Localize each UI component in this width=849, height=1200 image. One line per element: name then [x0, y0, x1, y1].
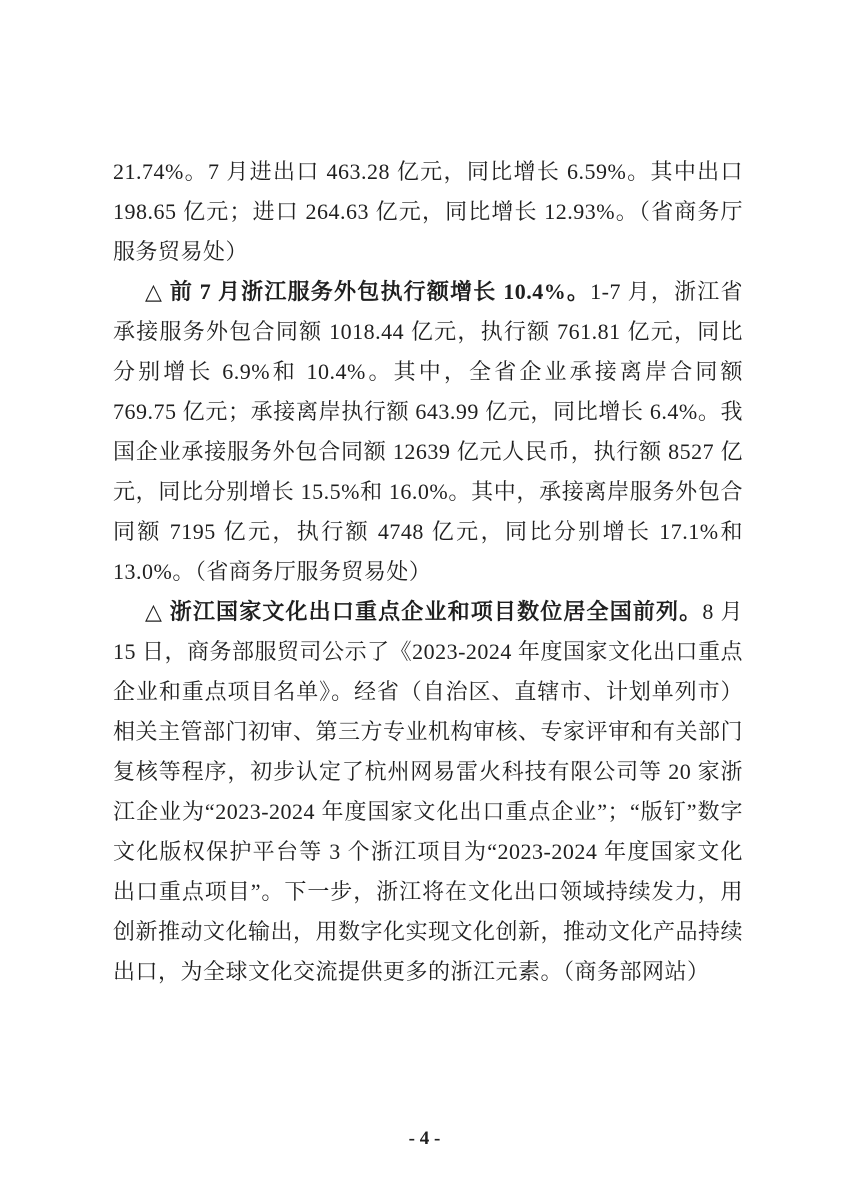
- page-number: [0, 1126, 849, 1152]
- paragraph-heading: △ 浙江国家文化出口重点企业和项目数位居全国前列。: [145, 599, 703, 624]
- paragraph-heading: △ 前 7 月浙江服务外包执行额增长 10.4%。: [145, 279, 591, 304]
- page-number-text: - 4 -: [408, 1128, 441, 1149]
- paragraph-text: 21.74%。7 月进出口 463.28 亿元，同比增长 6.59%。其中出口 198.65 亿元；进口 264.63 亿元，同比增长 12.93%。（省商务厅服务贸易处）: [113, 159, 743, 264]
- paragraph-culture-export: [113, 592, 743, 992]
- document-body: [113, 152, 743, 992]
- paragraph-text: 1-7 月，浙江省承接服务外包合同额 1018.44 亿元，执行额 761.81 亿元，同比分别增长 6.9%和 10.4%。其中，全省企业承接离岸合同额 769.75 亿元；承接离岸执行额 643.99 亿元，同比增长 6.4%。我国企业承接服务外包合同额 12639 亿元人民币，执行额 8527 亿元，同比分别增长 15.5%和 16.0%。其中，承接离岸服务外包合同额 7195 亿元，执行额 4748 亿元，同比分别增长 17.1%和 13.0%。（省商务厅服务贸易处）: [113, 279, 744, 584]
- paragraph-trade-figures: [113, 152, 743, 272]
- paragraph-text: 8 月 15 日，商务部服贸司公示了《2023-2024 年度国家文化出口重点企业和重点项目名单》。经省（自治区、直辖市、计划单列市）相关主管部门初审、第三方专业机构审核、专家评审和有关部门复核等程序，初步认定了杭州网易雷火科技有限公司等 20 家浙江企业为“2023-2024 年度国家文化出口重点企业”；“版钉”数字文化版权保护平台等 3 个浙江项目为“2023-2024 年度国家文化出口重点项目”。下一步，浙江将在文化出口领域持续发力，用创新推动文化输出，用数字化实现文化创新，推动文化产品持续出口，为全球文化交流提供更多的浙江元素。（商务部网站）: [113, 599, 744, 984]
- paragraph-service-outsourcing: [113, 272, 743, 592]
